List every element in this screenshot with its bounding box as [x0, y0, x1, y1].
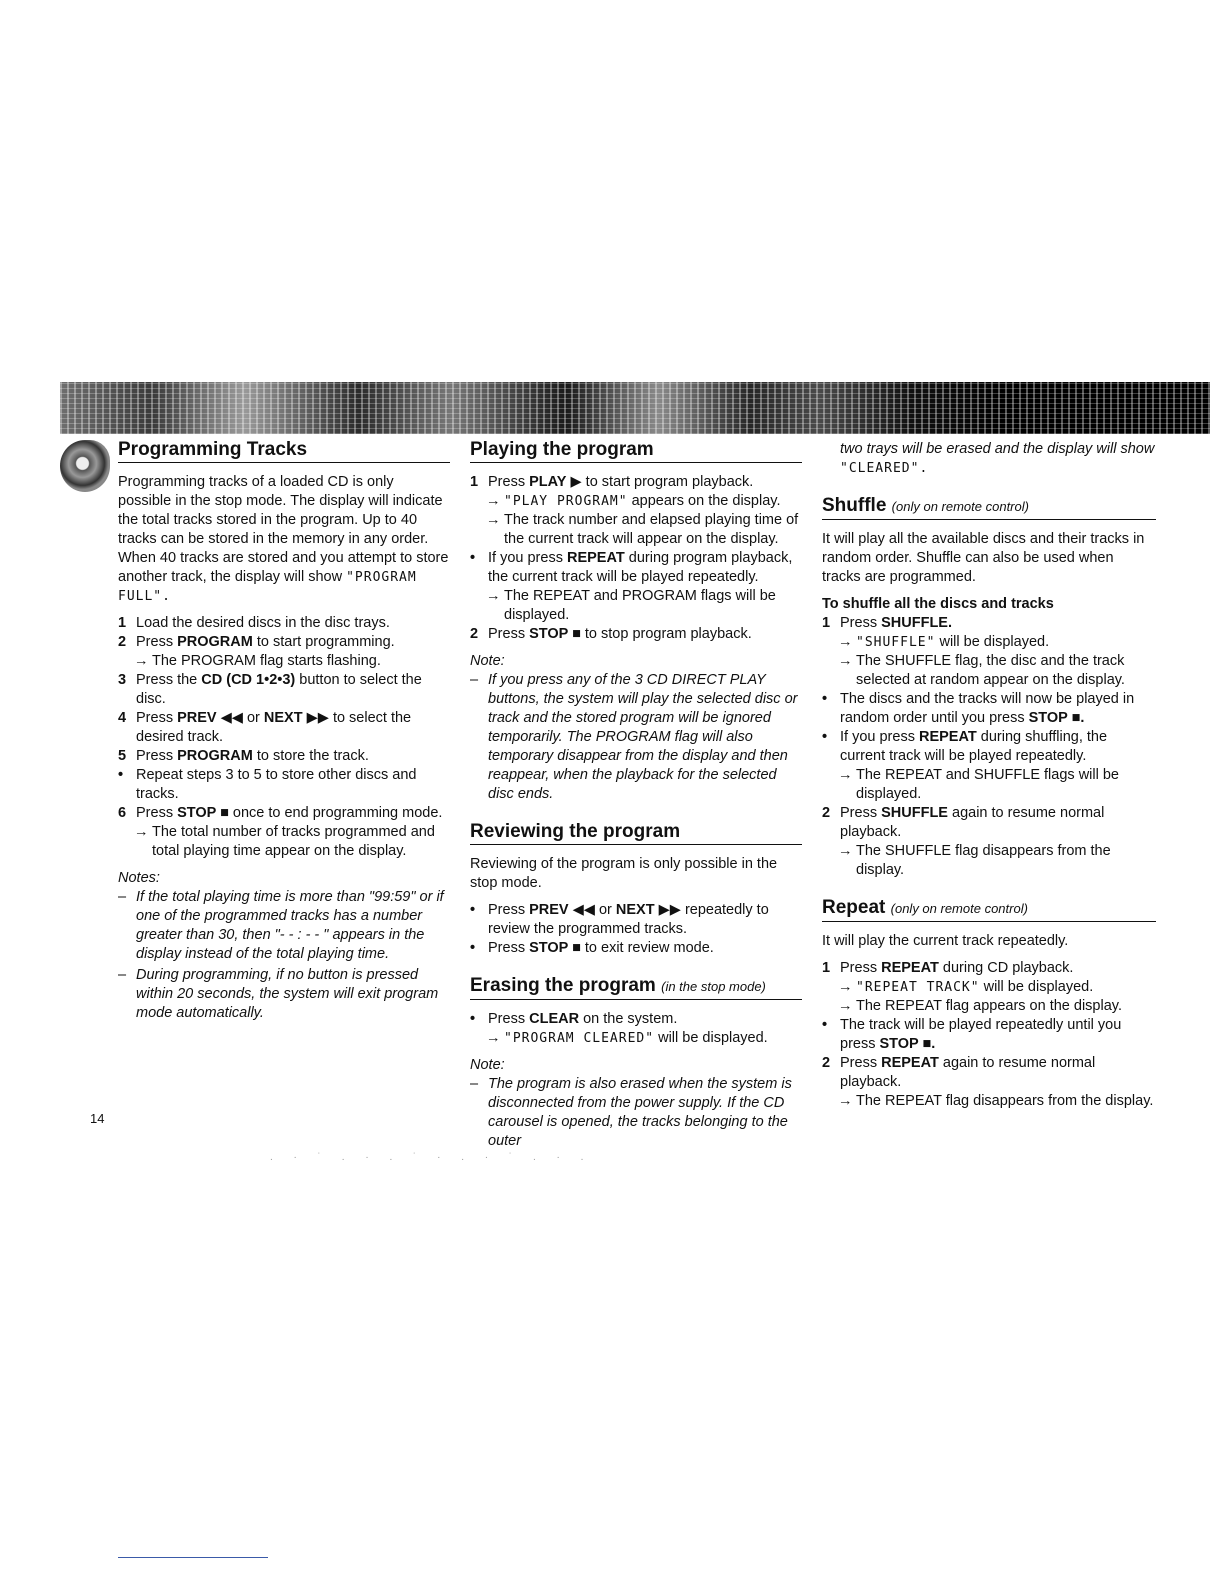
arrow-icon: →: [486, 588, 501, 604]
arrow-icon: →: [134, 824, 149, 840]
arrow-icon: →: [838, 998, 853, 1014]
erasing-section: [470, 976, 802, 1151]
bullet: • The discs and the tracks will now be played in random order until you press STOP ■.: [822, 691, 1135, 726]
erasing-list: [470, 1010, 802, 1048]
playing-title: Playing the program: [470, 440, 802, 463]
result-line: → The SHUFFLE flag, the disc and the track selected at random appear on the display.: [838, 653, 1125, 688]
column-programming: [118, 440, 450, 1025]
bullet: • If you press REPEAT during shuffling, the current track will be played repeatedly.: [822, 729, 1108, 764]
bullet: • Press STOP ■ to exit review mode.: [470, 940, 714, 956]
result-line: → The REPEAT and PROGRAM flags will be displayed.: [486, 588, 776, 623]
result-line: → "SHUFFLE" will be displayed.: [838, 634, 1050, 650]
step: 2 Press PROGRAM to start programming.: [118, 634, 395, 650]
shuffle-intro: It will play all the available discs and their tracks in random order. Shuffle can also be used when tracks are programmed.: [822, 531, 1145, 585]
column-playing: [470, 440, 802, 1153]
bullet: • Press PREV ◀◀ or NEXT ▶▶ repeatedly to review the programmed tracks.: [470, 902, 769, 937]
shuffle-section: [822, 496, 1156, 880]
step: 5 Press PROGRAM to store the track.: [118, 748, 369, 764]
programming-steps: [118, 614, 450, 861]
note: – If you press any of the 3 CD DIRECT PLAY buttons, the system will play the selected disc or track and the stored program will be ignored temporarily. The PROGRAM flag will also temporary disappear from the display and then reappear, when the playback for the selected disc ends.: [470, 672, 798, 802]
reviewing-section: [470, 822, 802, 958]
cd-disc-icon: [60, 440, 110, 492]
arrow-icon: →: [838, 634, 853, 650]
bullet: • Repeat steps 3 to 5 to store other discs and tracks.: [118, 767, 417, 802]
note: – If the total playing time is more than "99:59" or if one of the programmed tracks has a number greater than 30, then "- - : - - " appears in the display instead of the total playing time.: [118, 889, 444, 962]
programming-intro: Programming tracks of a loaded CD is only possible in the stop mode. The display will indicate the total tracks stored in the program. Up to 40 tracks can be stored in the memory in any order. When 40 tracks are stored and you attempt to store another track, the display will show "PROGRAM FULL".: [118, 474, 449, 604]
step: 2 Press STOP ■ to stop program playback.: [470, 626, 752, 642]
arrow-icon: →: [486, 493, 501, 509]
arrow-icon: →: [838, 979, 853, 995]
bullet: • If you press REPEAT during program playback, the current track will be played repeatedly.: [470, 550, 793, 585]
result-line: → The REPEAT and SHUFFLE flags will be displayed.: [838, 767, 1119, 802]
arrow-icon: →: [134, 653, 149, 669]
result-line: → The track number and elapsed playing time of the current track will appear on the display.: [486, 512, 799, 547]
step: 1 Press REPEAT during CD playback.: [822, 960, 1074, 976]
repeat-steps: [822, 959, 1156, 1111]
repeat-title: Repeat (only on remote control): [822, 898, 1156, 922]
playing-steps: [470, 473, 802, 644]
reviewing-intro: Reviewing of the program is only possible in the stop mode.: [470, 856, 778, 891]
step: 1 Load the desired discs in the disc trays.: [118, 615, 390, 631]
repeat-intro: It will play the current track repeatedly.: [822, 933, 1069, 949]
step: 3 Press the CD (CD 1•2•3) button to select the disc.: [118, 672, 422, 707]
step: 4 Press PREV ◀◀ or NEXT ▶▶ to select the desired track.: [118, 710, 412, 745]
result-line: → "PLAY PROGRAM" appears on the display.: [486, 493, 781, 509]
result-line: → "REPEAT TRACK" will be displayed.: [838, 979, 1094, 995]
page-number: 14: [90, 1111, 105, 1126]
arrow-icon: →: [838, 767, 853, 783]
programming-title: Programming Tracks: [118, 440, 450, 463]
step: 2 Press REPEAT again to resume normal playback.: [822, 1055, 1096, 1090]
arrow-icon: →: [838, 843, 853, 859]
reviewing-list: [470, 901, 802, 958]
step: 6 Press STOP ■ once to end programming mode.: [118, 805, 443, 821]
notes-label: Notes:: [118, 870, 160, 886]
erasing-title: Erasing the program (in the stop mode): [470, 976, 802, 1000]
bullet: • Press CLEAR on the system.: [470, 1011, 678, 1027]
reviewing-title: Reviewing the program: [470, 822, 802, 845]
note-label: Note:: [470, 1057, 505, 1073]
column-shuffle-repeat: [822, 440, 1156, 1111]
shuffle-title: Shuffle (only on remote control): [822, 496, 1156, 520]
arrow-icon: →: [838, 1093, 853, 1109]
step: 1 Press PLAY ▶ to start program playback.: [470, 474, 754, 490]
result-line: → The total number of tracks programmed and total playing time appear on the display.: [134, 824, 435, 859]
shuffle-steps: [822, 614, 1156, 880]
bullet: • The track will be played repeatedly until you press STOP ■.: [822, 1017, 1122, 1052]
arrow-icon: →: [486, 1030, 501, 1046]
result-line: → The SHUFFLE flag disappears from the display.: [838, 843, 1111, 878]
scan-noise-decoration: . · ˙ . · . ˙ · . · ˙ . · .: [270, 1152, 593, 1163]
result-line: → The PROGRAM flag starts flashing.: [134, 653, 381, 669]
note-label: Note:: [470, 653, 505, 669]
arrow-icon: →: [838, 653, 853, 669]
result-line: → The REPEAT flag disappears from the display.: [838, 1093, 1154, 1109]
step: 2 Press SHUFFLE again to resume normal playback.: [822, 805, 1105, 840]
note: – During programming, if no button is pressed within 20 seconds, the system will exit program mode automatically.: [118, 967, 439, 1021]
result-line: → "PROGRAM CLEARED" will be displayed.: [486, 1030, 768, 1046]
header-banner-image: [60, 382, 1210, 434]
result-line: → The REPEAT flag appears on the display.: [838, 998, 1122, 1014]
lcd-text: "PROGRAM FULL".: [118, 570, 417, 604]
shuffle-subhead: To shuffle all the discs and tracks: [822, 596, 1054, 612]
arrow-icon: →: [486, 512, 501, 528]
note-continuation: two trays will be erased and the display will show "CLEARED".: [840, 441, 1155, 476]
note: – The program is also erased when the system is disconnected from the power supply. If the CD carousel is opened, the tracks belonging to the outer: [470, 1076, 792, 1149]
repeat-section: [822, 898, 1156, 1111]
footer-rule: [118, 1557, 268, 1558]
step: 1 Press SHUFFLE.: [822, 615, 952, 631]
